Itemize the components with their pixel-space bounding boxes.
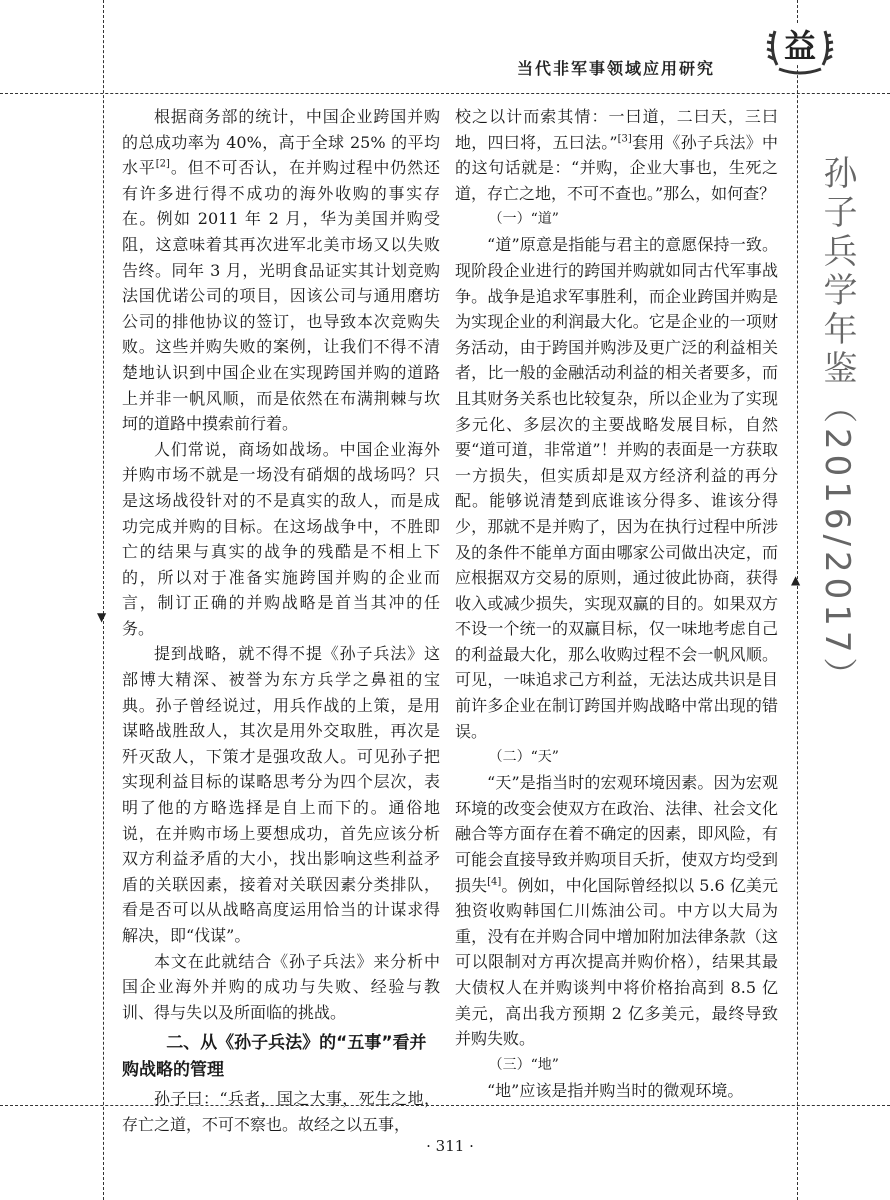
book-logo-icon: [765, 15, 835, 79]
paragraph: 人们常说，商场如战场。中国企业海外并购市场不就是一场没有硝烟的战场吗？只是这场战役针对的不是真实的敌人，而是成功完成并购的目标。在这场战争中，不胜即亡的结果与真实的战争的残酷是不相上下的，所以对于准备实施跨国并购的企业而言，制订正确的并购战略是首当其冲的任务。: [122, 439, 440, 638]
paragraph: “道”原意是指能与君主的意愿保持一致。现阶段企业进行的跨国并购就如同古代军事战争。战争是追求军事胜利，而企业跨国并购是为实现企业的利润最大化。它是企业的一项财务活动，由于跨国并购涉及更广泛的利益相关者，比一般的金融活动利益的相关者要多，而且其财务关系也比较复杂，所以企业为了实现多元化、多层次的主要战略发展目标，自然要“道可道，非常道”！并购的表面是一方获取一方损失，但实质却是双方经济利益的再分配。能够说清楚到底谁该分得多、谁该分得少，那就不是并购了，因为在执行过程中所涉及的条件不能单方面由哪家公司做出决定，而应根据双方交易的原则，通过彼此协商，获得收入或减少损失，实现双赢的目的。如果双方不设一个统一的双赢目标，仅一味地考虑自己的利益最大化，那么收购过程不会一帆风顺。可见，一味追求己方利益，无法达成共识是目前许多企业在制订跨国并购战略中常出现的错误。: [455, 235, 778, 741]
logo-glyph: 益: [783, 27, 817, 65]
top-dashed-rule: [0, 93, 890, 94]
footnote-ref[interactable]: [2]: [155, 158, 170, 170]
page-number: · 311 ·: [426, 1137, 474, 1155]
left-dashed-rule: [103, 0, 104, 1200]
paragraph: “地”应该是指并购当时的微观环境。: [487, 1080, 744, 1100]
footnote-ref[interactable]: [4]: [487, 876, 502, 888]
side-book-title: 孙子兵学年鉴（2016/2017）: [817, 155, 857, 697]
paragraph: 根据商务部的统计，中国企业跨国并购的总成功率为 40%，高于全球 25% 的平均水平[2]。但不可否认，在并购过程中仍然还有许多进行得不成功的海外收购的事实存在。例如 2011 年 2 月，华为美国并购受阻，这意味着其再次进军北美市场又以失败告终。同年 3 月，光明食品证实其计划竞购法国优诺公司的项目，因该公司与通用磨坊公司的排他协议的签订，也导致本次竞购失败。这些并购失败的案例，让我们不得不清楚地认识到中国企业在实现跨国并购的道路上并非一帆风顺，而是依然在布满荆棘与坎坷的道路中摸索前行着。: [122, 107, 440, 434]
paragraph: 校之以计而索其情：一曰道，二曰天，三曰地，四曰将，五曰法。”[3]套用《孙子兵法》中的这句话就是：“并购，企业大事也，生死之道，存亡之地，不可不查也。”那么，如何查？: [455, 107, 778, 203]
down-arrow-marker-icon: ▼: [97, 610, 107, 624]
paragraph: 本文在此就结合《孙子兵法》来分析中国企业海外并购的成功与失败、经验与教训、得与失以及所面临的挑战。: [122, 951, 440, 1022]
paragraph: 孙子曰：“兵者，国之大事，死生之地，存亡之道，不可不察也。故经之以五事，: [122, 1089, 440, 1134]
paragraph: 提到战略，就不得不提《孙子兵法》这部博大精深、被誉为东方兵学之鼻祖的宝典。孙子曾经说过，用兵作战的上策，是用谋略战胜敌人，其次是用外交取胜，再次是歼灭敌人，下策才是强攻敌人。可见孙子把实现利益目标的谋略思考分为四个层次，表明了他的方略选择是自上而下的。通俗地说，在并购市场上要想成功，首先应该分析双方利益矛盾的大小，找出影响这些利益矛盾的关联因素，接着对关联因素分类排队，看是否可以从战略高度运用恰当的计谋求得解决，即“伐谋”。: [122, 644, 440, 945]
running-header: 当代非军事领域应用研究: [517, 59, 716, 78]
paragraph: “天”是指当时的宏观环境因素。因为宏观环境的改变会使双方在政治、法律、社会文化融合等方面存在着不确定的因素，即风险，有可能会直接导致并购项目夭折，使双方均受到损失[4]。例如，中化国际曾经拟以 5.6 亿美元独资收购韩国仁川炼油公司。中方以大局为重，没有在并购合同中增加附加法律条款（这可以限制对方再次提高并购价格），结果其最大债权人在并购谈判中将价格抬高到 8.5 亿美元，高出我方预期 2 亿多美元，最终导致并购失败。: [455, 773, 778, 1049]
left-column: [122, 104, 440, 1138]
up-arrow-marker-icon: ▲: [791, 573, 801, 587]
section-heading: 二、从《孙子兵法》的“五事”看并购战略的管理: [122, 1033, 427, 1081]
subsection-heading: （二）“天”: [488, 749, 559, 766]
subsection-heading: （三）“地”: [488, 1056, 559, 1073]
right-dashed-rule: [797, 0, 798, 1200]
right-column: [455, 104, 778, 1103]
footnote-ref[interactable]: [3]: [617, 133, 632, 145]
subsection-heading: （一）“道”: [488, 211, 559, 228]
